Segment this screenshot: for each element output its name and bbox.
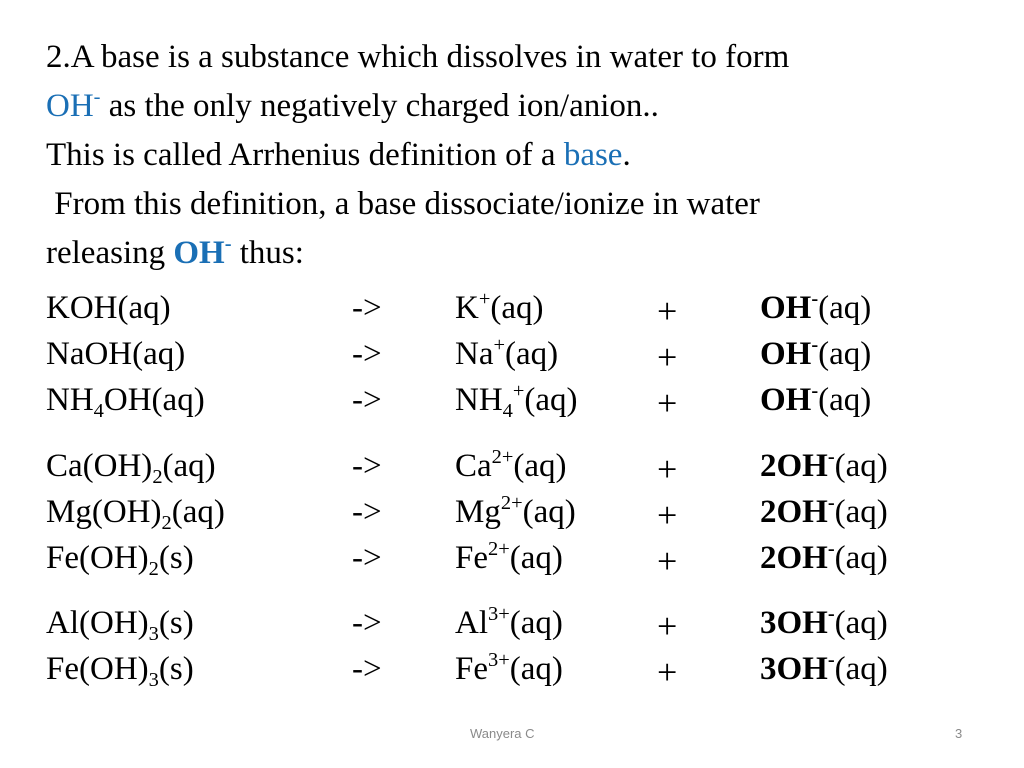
intro-line-3-text: This is called Arrhenius definition of a xyxy=(46,137,564,173)
hydroxide-coefficient-formula xyxy=(760,382,818,418)
footer-author: Wanyera C xyxy=(470,726,535,741)
cation-symbol: Al xyxy=(455,605,488,641)
reactant-state: (s) xyxy=(158,540,194,576)
reactant xyxy=(46,494,225,534)
plus-sign: + xyxy=(657,383,678,423)
hydroxide-product xyxy=(760,336,871,373)
hydroxide-state: (aq) xyxy=(834,494,888,530)
cation-symbol: NH xyxy=(455,382,503,418)
hydroxide-coefficient: 2 xyxy=(760,494,777,530)
cation xyxy=(455,605,563,642)
cation-state: (aq) xyxy=(509,651,563,687)
reactant xyxy=(46,382,205,422)
hydroxide-product xyxy=(760,540,888,577)
hydroxide-charge: - xyxy=(811,288,819,311)
reactant-subscript: 2 xyxy=(148,557,159,580)
reaction-arrow: -> xyxy=(352,540,382,576)
reactant-formula: Al(OH) xyxy=(46,605,149,641)
equation-row xyxy=(0,540,1024,586)
hydroxide-charge: - xyxy=(827,492,835,515)
equation-row xyxy=(0,448,1024,494)
cation xyxy=(455,448,567,485)
hydroxide-product xyxy=(760,494,888,531)
plus-sign: + xyxy=(657,291,678,331)
cation-state: (aq) xyxy=(522,494,576,530)
reaction-arrow: -> xyxy=(352,336,382,372)
plus-sign: + xyxy=(657,606,678,646)
reactant xyxy=(46,448,216,488)
hydroxide-product xyxy=(760,448,888,485)
hydroxide-formula: OH xyxy=(760,336,812,372)
cation-charge: + xyxy=(512,380,525,403)
reactant-formula: Mg(OH) xyxy=(46,494,162,530)
reactant-formula: NH xyxy=(46,382,94,418)
hydroxide-state: (aq) xyxy=(834,605,888,641)
cation xyxy=(455,290,544,327)
equation-row xyxy=(0,605,1024,651)
hydroxide-state: (aq) xyxy=(818,336,872,372)
intro-line-2-text: as the only negatively charged ion/anion.. xyxy=(100,88,659,124)
reactant-subscript: 3 xyxy=(148,668,159,691)
reactant-state: (aq) xyxy=(162,448,216,484)
hydroxide-formula: OH xyxy=(776,605,828,641)
cation xyxy=(455,540,563,577)
hydroxide-formula: OH xyxy=(776,448,828,484)
cation xyxy=(455,380,578,422)
reaction-arrow: -> xyxy=(352,494,382,530)
hydroxide-product xyxy=(760,605,888,642)
hydroxide-formula: OH xyxy=(760,290,812,326)
reactant-state: OH(aq) xyxy=(103,382,205,418)
hydroxide-coefficient-formula xyxy=(760,494,835,530)
hydroxide-coefficient-formula xyxy=(760,448,835,484)
equation-row xyxy=(0,382,1024,428)
hydroxide-coefficient-formula xyxy=(760,605,835,641)
cation xyxy=(455,336,558,373)
hydroxide-coefficient: 3 xyxy=(760,651,777,687)
reactant-subscript: 2 xyxy=(152,465,163,488)
cation-symbol: Fe xyxy=(455,651,488,687)
hydroxide-coefficient-formula xyxy=(760,336,818,372)
intro-line-4-text: From this definition, a base dissociate/ionize in water xyxy=(46,186,760,222)
reactant: KOH(aq) xyxy=(46,290,171,326)
hydroxide-formula: OH xyxy=(776,651,828,687)
plus-sign: + xyxy=(657,541,678,581)
reaction-arrow: -> xyxy=(352,605,382,641)
cation-charge: 2+ xyxy=(488,538,510,561)
reactant-subscript: 3 xyxy=(148,622,159,645)
hydroxide-product xyxy=(760,651,888,688)
cation-state: (aq) xyxy=(509,540,563,576)
hydroxide-coefficient: 2 xyxy=(760,448,777,484)
reactant xyxy=(46,540,194,580)
cation-symbol: Fe xyxy=(455,540,488,576)
hydroxide-product xyxy=(760,382,871,419)
intro-line-3-period: . xyxy=(622,137,631,173)
plus-sign: + xyxy=(657,337,678,377)
plus-sign: + xyxy=(657,449,678,489)
plus-sign: + xyxy=(657,652,678,692)
plus-sign: + xyxy=(657,495,678,535)
cation-symbol: Na xyxy=(455,336,494,372)
hydroxide-coefficient-formula xyxy=(760,290,818,326)
hydroxide-formula: OH xyxy=(776,494,828,530)
hydroxide-label: OH xyxy=(46,88,94,124)
intro-line-5-end: thus: xyxy=(231,235,304,271)
hydroxide-formula: OH xyxy=(760,382,812,418)
cation-state: (aq) xyxy=(490,290,544,326)
hydroxide-state: (aq) xyxy=(834,651,888,687)
equation-row xyxy=(0,494,1024,540)
reactant xyxy=(46,605,194,645)
cation-symbol: K xyxy=(455,290,479,326)
intro-line-1-text: 2.A base is a substance which dissolves in water to form xyxy=(46,39,790,75)
hydroxide-coefficient: 2 xyxy=(760,540,777,576)
hydroxide-product xyxy=(760,290,871,327)
cation-state: (aq) xyxy=(524,382,578,418)
reactant-subscript: 2 xyxy=(161,511,172,534)
cation-state: (aq) xyxy=(513,448,567,484)
intro-line-5-text: releasing xyxy=(46,235,174,271)
reactant-state: (s) xyxy=(158,651,194,687)
hydroxide-charge-bold: - xyxy=(224,233,232,256)
base-keyword: base xyxy=(563,137,623,173)
cation-symbol: Ca xyxy=(455,448,492,484)
hydroxide-coefficient-formula xyxy=(760,651,835,687)
cation-charge: 2+ xyxy=(491,446,514,469)
cation-charge: 3+ xyxy=(488,649,510,672)
reactant-state: (aq) xyxy=(171,494,225,530)
hydroxide-coefficient: 3 xyxy=(760,605,777,641)
reactant-formula: Fe(OH) xyxy=(46,540,149,576)
reactant: NaOH(aq) xyxy=(46,336,186,372)
equation-row xyxy=(0,336,1024,382)
hydroxide-charge: - xyxy=(827,538,835,561)
hydroxide-state: (aq) xyxy=(818,382,872,418)
equation-row xyxy=(0,651,1024,697)
cation-subscript: 4 xyxy=(502,399,513,422)
hydroxide-charge: - xyxy=(811,380,819,403)
hydroxide-charge: - xyxy=(827,446,835,469)
cation-charge: + xyxy=(478,288,491,311)
reaction-arrow: -> xyxy=(352,382,382,418)
cation xyxy=(455,651,563,688)
cation-charge: 2+ xyxy=(500,492,523,515)
equation-row xyxy=(0,290,1024,336)
reactant-subscript: 4 xyxy=(93,399,104,422)
hydroxide-label-bold: OH xyxy=(173,235,225,271)
hydroxide-state: (aq) xyxy=(834,448,888,484)
reaction-arrow: -> xyxy=(352,448,382,484)
reactant-formula: Fe(OH) xyxy=(46,651,149,687)
cation-charge: + xyxy=(493,334,506,357)
reactant-formula: Ca(OH) xyxy=(46,448,153,484)
hydroxide-charge: - xyxy=(93,86,101,109)
reactant-state: (s) xyxy=(158,605,194,641)
cation-state: (aq) xyxy=(505,336,559,372)
hydroxide-formula: OH xyxy=(776,540,828,576)
cation-charge: 3+ xyxy=(488,603,510,626)
reaction-arrow: -> xyxy=(352,651,382,687)
reactant xyxy=(46,651,194,691)
hydroxide-charge: - xyxy=(811,334,819,357)
hydroxide-charge: - xyxy=(827,649,835,672)
hydroxide-state: (aq) xyxy=(818,290,872,326)
cation-symbol: Mg xyxy=(455,494,501,530)
footer-page-number: 3 xyxy=(955,726,963,741)
cation-state: (aq) xyxy=(509,605,563,641)
reaction-arrow: -> xyxy=(352,290,382,326)
hydroxide-charge: - xyxy=(827,603,835,626)
cation xyxy=(455,494,576,531)
hydroxide-coefficient-formula xyxy=(760,540,835,576)
hydroxide-state: (aq) xyxy=(834,540,888,576)
